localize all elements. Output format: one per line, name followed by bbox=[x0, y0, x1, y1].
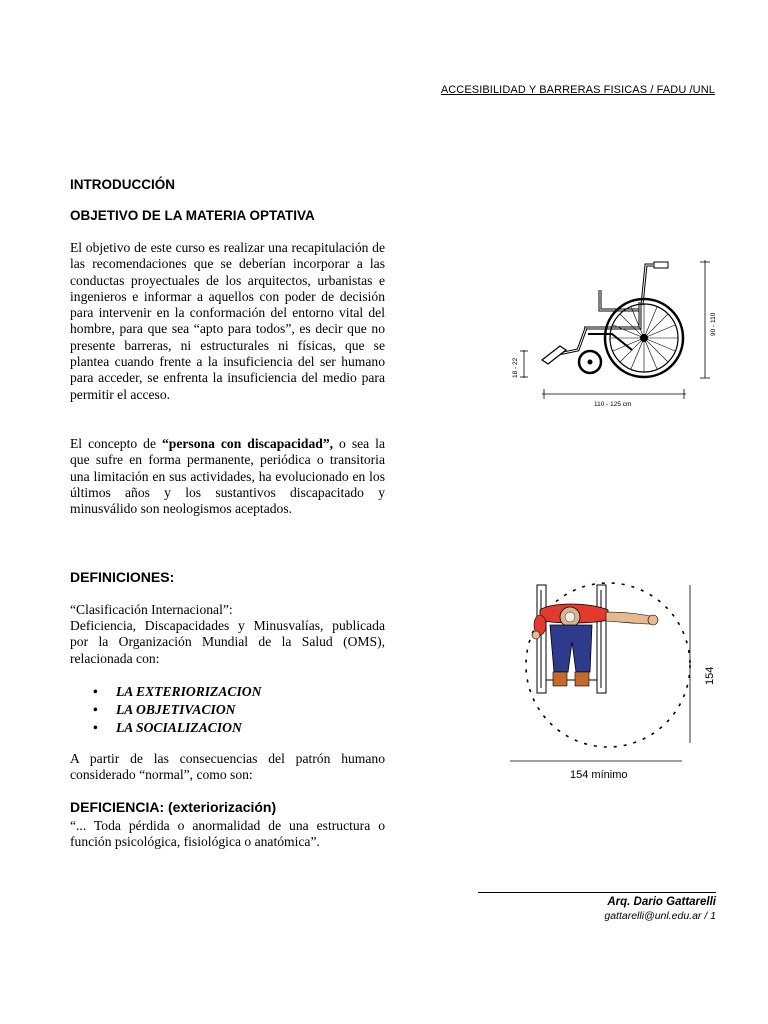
left-shoe bbox=[553, 672, 567, 686]
list-item bbox=[70, 719, 385, 737]
height-dimension-label: 90 - 110 bbox=[710, 312, 717, 336]
footer-divider bbox=[478, 892, 716, 893]
handle-grip bbox=[654, 262, 668, 268]
list-item-label: LA EXTERIORIZACION bbox=[116, 684, 262, 699]
width-dimension-label: 154 mínimo bbox=[570, 769, 628, 781]
deficiencia-quote: “... Toda pérdida o anormalidad de una estructura o función psicológica, fisiológica o anatómica”. bbox=[70, 818, 385, 850]
concept-bold-term: “persona con discapacidad”, bbox=[162, 436, 334, 451]
right-shoe bbox=[575, 672, 589, 686]
definitions-list bbox=[70, 683, 385, 737]
concept-text-after: o sea la que sufre en forma permanente, periódica o transitoria una limitación en sus actividades, ha evolucionado en los últimos años y los sustantivos discapacitado y minusválido son neologismos aceptados. bbox=[70, 436, 385, 517]
definitions-heading: DEFINICIONES: bbox=[70, 569, 175, 585]
list-item-label: LA OBJETIVACION bbox=[116, 702, 236, 717]
document-header: ACCESIBILIDAD Y BARRERAS FISICAS / FADU /UNL bbox=[440, 84, 715, 96]
turning-circle-figure bbox=[510, 580, 730, 785]
objective-paragraph: El objetivo de este curso es realizar una recapitulación de las recomendaciones que se deberían incorporar a las conductas proyectuales de los arquitectos, urbanistas e ingenieros e informar a aquellos con poder de decisión para intervenir en la conformación del entorno vital del hombre, para que sea “apto para todos”, es decir que no presente barreras, ni estructurales ni físicas, que se plantea cuando frente a la insuficiencia del ser humano para acceder, se enfrenta la insuficiencia del medio para permitir el acceso. bbox=[70, 240, 385, 402]
footrest bbox=[542, 346, 566, 364]
bullet-icon: • bbox=[93, 684, 98, 699]
wheelchair-side-figure bbox=[500, 250, 730, 415]
outstretched-arm bbox=[606, 612, 652, 624]
bullet-icon: • bbox=[93, 702, 98, 717]
footrest-dimension-label: 18 - 22 bbox=[512, 357, 519, 378]
intro-heading: INTRODUCCIÓN bbox=[70, 177, 175, 192]
bullet-icon: • bbox=[93, 720, 98, 735]
author-name: Arq. Dario Gattarelli bbox=[607, 896, 716, 908]
list-item bbox=[70, 683, 385, 701]
objective-heading: OBJETIVO DE LA MATERIA OPTATIVA bbox=[70, 208, 315, 223]
concept-text-before: El concepto de bbox=[70, 436, 162, 451]
consequences-paragraph: A partir de las consecuencias del patrón humano considerado “normal”, como son: bbox=[70, 751, 385, 783]
classification-paragraph: Deficiencia, Discapacidades y Minusvalías, publicada por la Organización Mundial de la Salud (OMS), relacionada con: bbox=[70, 618, 385, 666]
hand bbox=[648, 615, 658, 625]
classification-line: “Clasificación Internacional”: bbox=[70, 602, 233, 617]
concept-paragraph bbox=[70, 436, 385, 517]
list-item-label: LA SOCIALIZACION bbox=[116, 720, 242, 735]
length-dimension-label: 110 - 125 cm bbox=[594, 401, 632, 408]
deficiencia-heading: DEFICIENCIA: (exteriorización) bbox=[70, 799, 277, 815]
diameter-dimension-label: 154 bbox=[704, 666, 716, 685]
author-email-page: gattarelli@unl.edu.ar / 1 bbox=[604, 910, 716, 922]
list-item bbox=[70, 701, 385, 719]
